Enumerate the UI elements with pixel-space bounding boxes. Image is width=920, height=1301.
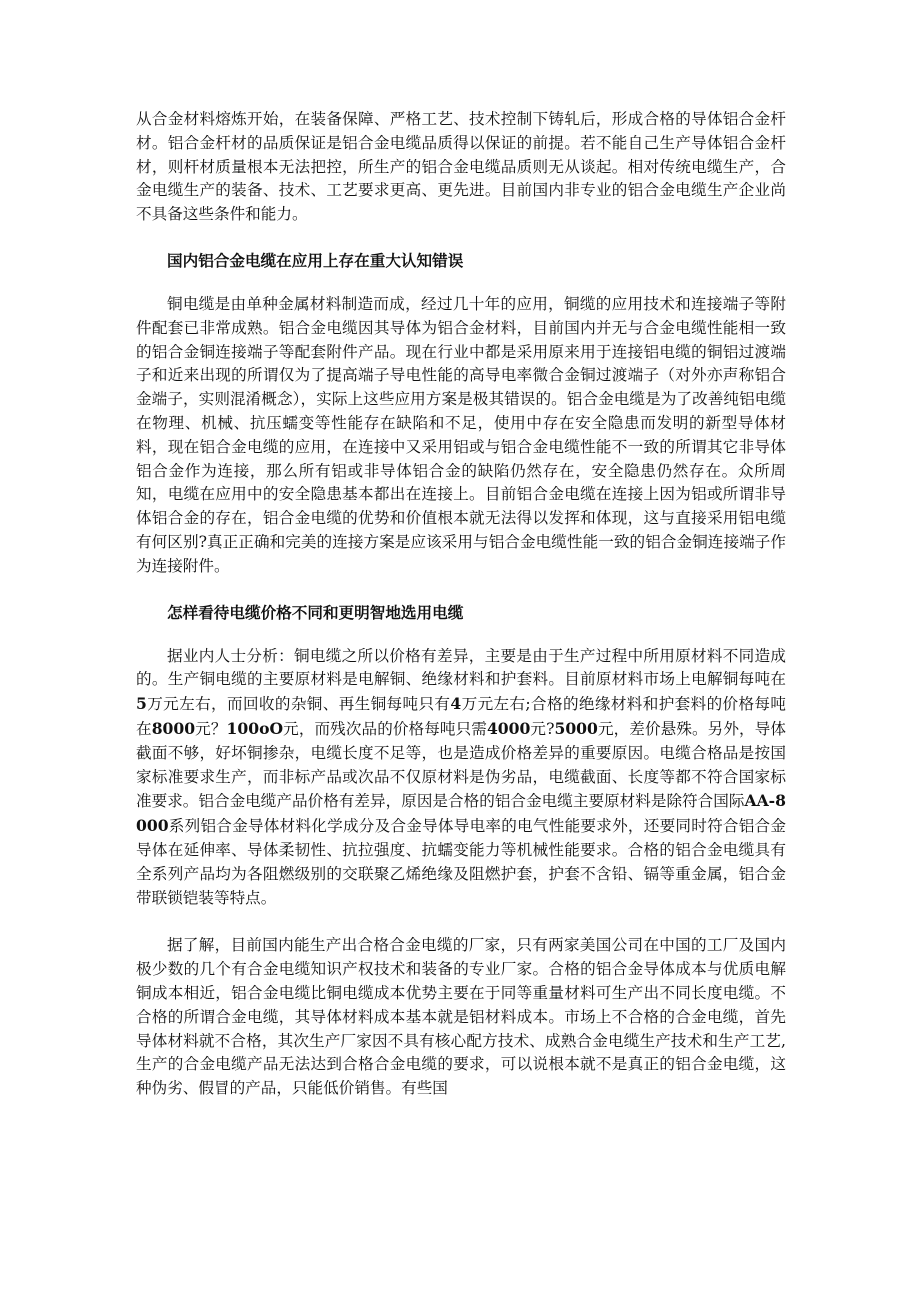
paragraph-qualified-manufacturers: 据了解，目前国内能生产出合格合金电缆的厂家，只有两家美国公司在中国的工厂及国内极少数的几个有合金电缆知识产权技术和装备的专业厂家。合格的铝合金导体成本与优质电解铜成本相近，铝合金电缆比铜电缆成本优势主要在于同等重量材料可生产出不同长度电缆。不合格的所谓合金电缆，其导体材料成本基本就是铝材料成本。市场上不合格的合金电缆，首先导体材料就不合格，其次生产厂家因不具有核心配方技术、成熟合金电缆生产技术和生产工艺,生产的合金电缆产品无法达到合格合金电缆的要求，可以说根本就不是真正的铝合金电缆，这种伪劣、假冒的产品，只能低价销售。有些国 — [136, 936, 786, 1098]
paragraph-connection-terminals: 铜电缆是由单种金属材料制造而成，经过几十年的应用，铜缆的应用技术和连接端子等附件配套已非常成熟。铝合金电缆因其导体为铝合金材料，目前国内并无与合金电缆性能相一致的铝合金铜连接端子等配套附件产品。现在行业中都是采用原来用于连接铝电缆的铜铝过渡端子和近来出现的所谓仅为了提高端子导电性能的高导电率微合金铜过渡端子（对外亦声称铝合金端子，实则混淆概念），实际上这些应用方案是极其错误的。铝合金电缆是为了改善纯铝电缆在物理、机械、抗压蠕变等性能存在缺陷和不足，使用中存在安全隐患而发明的新型导体材料，现在铝合金电缆的应用，在连接中又采用铝或与铝合金电缆性能不一致的所谓其它非导体铝合金作为连接，那么所有铝或非导体铝合金的缺陷仍然存在，安全隐患仍然存在。众所周知，电缆在应用中的安全隐患基本都出在连接上。目前铝合金电缆在连接上因为铝或所谓非导体铝合金的存在，铝合金电缆的优势和价值根本就无法得以发挥和体现，这与直接采用铝电缆有何区别?真正正确和完美的连接方案是应该采用与铝合金电缆性能一致的铝合金铜连接端子作为连接附件。 — [136, 294, 786, 575]
text-run: 元？ — [195, 719, 227, 738]
text-run: 元，而残次品的价格每吨只需 — [283, 719, 487, 738]
text-run: 系列铝合金导体材料化学成分及合金导体导电率的电气性能要求外，还要同时符合铝合金导体在延伸率、导体柔韧性、抗拉强度、抗蠕变能力等机械性能要求。合格的铝合金电缆具有全系列产品均为各阻燃级别的交联聚乙烯绝缘及阻燃护套，护套不含铅、镉等重金属，铝合金带联锁铠装等特点。 — [136, 817, 786, 907]
bold-number: 8000 — [151, 718, 196, 738]
bold-number: 4 — [450, 694, 462, 714]
document-body — [136, 108, 786, 1101]
bold-number: 4000 — [486, 718, 531, 738]
text-run: 万元左右，而回收的杂铜、再生铜每吨只有 — [146, 695, 451, 714]
bold-number: 5 — [136, 694, 147, 714]
section-heading-cognitive-error: 国内铝合金电缆在应用上存在重大认知错误 — [167, 251, 464, 270]
text-run: 元，差价悬殊。另外，导体截面不够，好坏铜掺杂，电缆长度不足等，也是造成价格差异的重要原因。电缆合格品是按国家标准要求生产，而非标产品或次品不仅原材料是伪劣品，电缆截面、长度等都不符合国家标准要求。铝合金电缆产品价格有差异，原因是合格的铝合金电缆主要原材料是除符合国际 — [136, 719, 786, 811]
text-run: 万元左右;合格的绝缘材料和护套料的价格每吨在 — [136, 695, 786, 738]
text-run: 据业内人士分析：铜电缆之所以价格有差异，主要是由于生产过程中所用原材料不同造成的。生产铜电缆的主要原材料是电解铜、绝缘材料和护套料。目前原材料市场上电解铜每吨在 — [136, 646, 786, 689]
section-heading-cable-price: 怎样看待电缆价格不同和更明智地选用电缆 — [167, 603, 464, 622]
bold-standard-code: AA-8000 — [136, 791, 786, 836]
paragraph-price-analysis — [136, 645, 786, 911]
bold-number: 5000 — [554, 718, 598, 738]
bold-number: 100oO — [226, 718, 284, 738]
text-run: 元? — [530, 719, 555, 738]
paragraph-alloy-rod-production: 从合金材料熔炼开始，在装备保障、严格工艺、技术控制下铸轧后，形成合格的导体铝合金杆材。铝合金杆材的品质保证是铝合金电缆品质得以保证的前提。若不能自己生产导体铝合金杆材，则杆材质量根本无法把控，所生产的铝合金电缆品质则无从谈起。相对传统电缆生产，合金电缆生产的装备、技术、工艺要求更高、更先进。目前国内非专业的铝合金电缆生产企业尚不具备这些条件和能力。 — [136, 110, 786, 224]
